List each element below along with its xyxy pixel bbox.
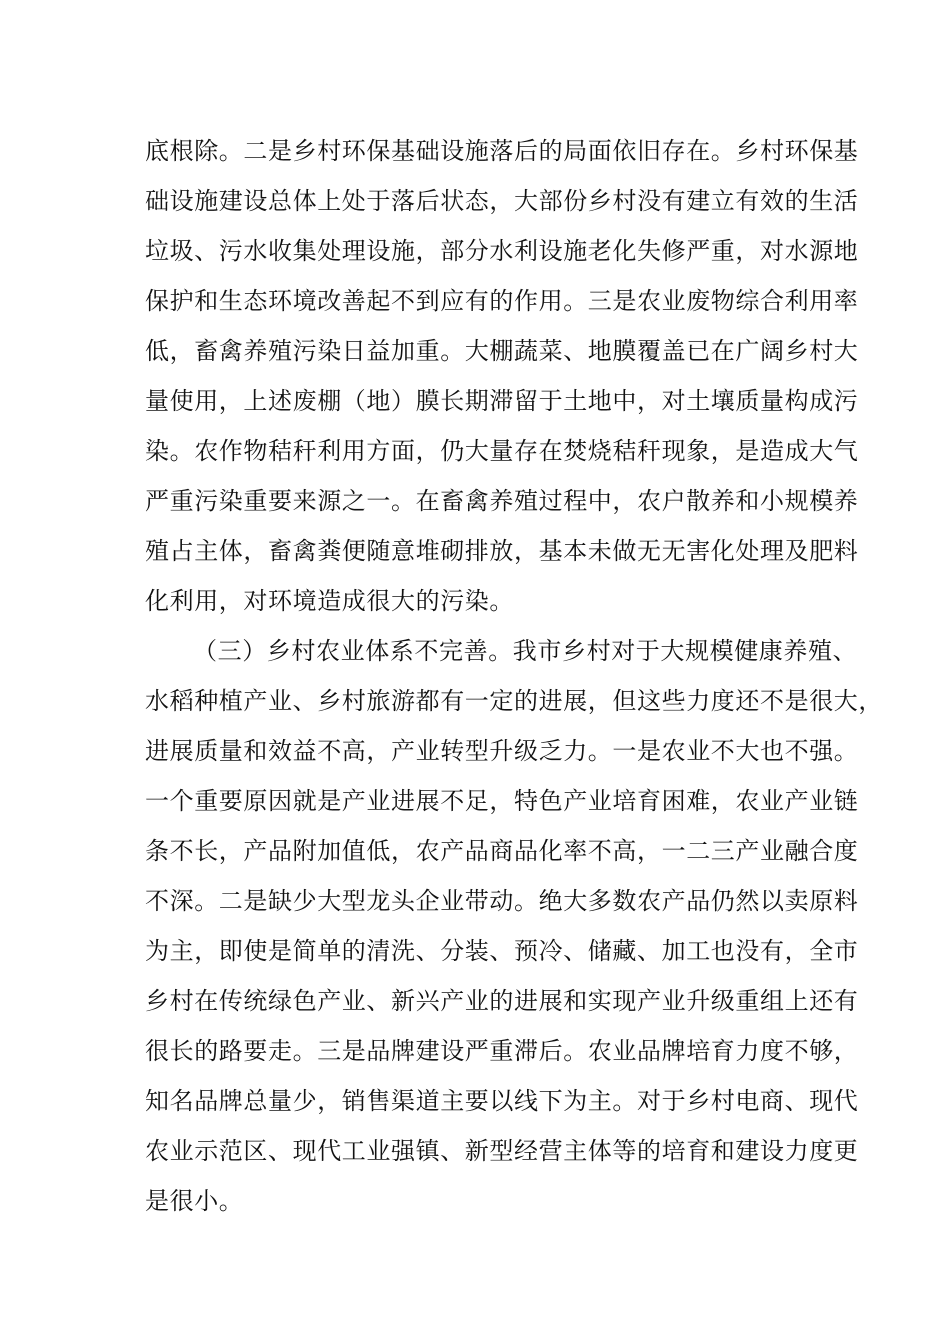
text-line: 垃圾、污水收集处理设施，部分水利设施老化失修严重，对水源地 xyxy=(145,237,859,265)
text-line: 低，畜禽养殖污染日益加重。大棚蔬菜、地膜覆盖已在广阔乡村大 xyxy=(145,337,859,365)
body-text xyxy=(145,126,883,1226)
text-line: 知名品牌总量少，销售渠道主要以线下为主。对于乡村电商、现代 xyxy=(145,1087,859,1115)
text-line: 保护和生态环境改善起不到应有的作用。三是农业废物综合利用率 xyxy=(145,287,859,315)
text-line: 是很小。 xyxy=(145,1187,244,1215)
text-line: 底根除。二是乡村环保基础设施落后的局面依旧存在。乡村环保基 xyxy=(145,137,859,165)
text-line: 为主，即使是简单的清洗、分装、预冷、储藏、加工也没有，全市 xyxy=(145,937,859,965)
text-line: 一个重要原因就是产业进展不足，特色产业培育困难，农业产业链 xyxy=(145,787,859,815)
text-line: 础设施建设总体上处于落后状态，大部份乡村没有建立有效的生活 xyxy=(145,187,859,215)
section-heading-line: （三）乡村农业体系不完善。我市乡村对于大规模健康养殖、 xyxy=(193,637,858,665)
text-line: 水稻种植产业、乡村旅游都有一定的进展，但这些力度还不是很大， xyxy=(145,687,883,715)
text-line: 不深。二是缺少大型龙头企业带动。绝大多数农产品仍然以卖原料 xyxy=(145,887,859,915)
text-line: 条不长，产品附加值低，农产品商品化率不高，一二三产业融合度 xyxy=(145,837,859,865)
text-line: 染。农作物秸秆利用方面，仍大量存在焚烧秸秆现象，是造成大气 xyxy=(145,437,859,465)
text-line: 农业示范区、现代工业强镇、新型经营主体等的培育和建设力度更 xyxy=(145,1137,859,1165)
text-line: 殖占主体，畜禽粪便随意堆砌排放，基本未做无无害化处理及肥料 xyxy=(145,537,859,565)
text-line: 很长的路要走。三是品牌建设严重滞后。农业品牌培育力度不够， xyxy=(145,1037,859,1065)
text-line: 进展质量和效益不高，产业转型升级乏力。一是农业不大也不强。 xyxy=(145,737,859,765)
text-line: 化利用，对环境造成很大的污染。 xyxy=(145,587,514,615)
text-line: 量使用，上述废棚（地）膜长期滞留于土地中，对土壤质量构成污 xyxy=(145,387,859,415)
text-line: 乡村在传统绿色产业、新兴产业的进展和实现产业升级重组上还有 xyxy=(145,987,859,1015)
text-line: 严重污染重要来源之一。在畜禽养殖过程中，农户散养和小规模养 xyxy=(145,487,859,515)
